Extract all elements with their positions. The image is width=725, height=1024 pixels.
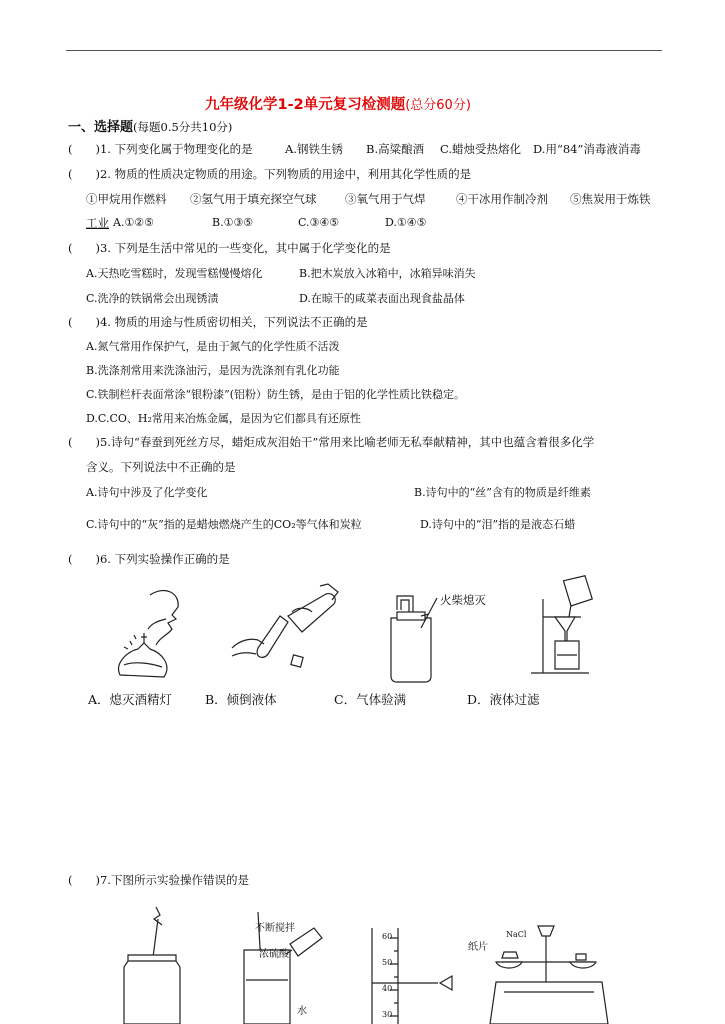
- q5-option-d: D.诗句中的“泪”指的是液态石蜡: [420, 518, 576, 531]
- q4-option-a: A.氮气常用作保护气，是由于氮气的化学性质不活泼: [86, 340, 340, 353]
- q4-option-b: B.洗涤剂常用来洗涤油污，是因为洗涤剂有乳化功能: [86, 364, 340, 377]
- q5-option-b: B.诗句中的“丝”含有的物质是纤维素: [414, 486, 591, 499]
- question-7-stem: ( )7.下图所示实验操作错误的是: [68, 873, 249, 887]
- q2-option-a: A.①②⑤: [113, 216, 155, 229]
- cylinder-tick-50: 50: [382, 958, 393, 967]
- question-1-stem: ( )1. 下列变化属于物理变化的是: [68, 142, 253, 156]
- page-title: 九年级化学1-2单元复习检测题(总分60分): [205, 97, 471, 113]
- question-6-stem: ( )6. 下列实验操作正确的是: [68, 552, 230, 566]
- water-label: 水: [297, 1006, 307, 1017]
- pouring-liquid-figure: [228, 578, 348, 678]
- q2-item-5: ⑤焦炭用于炼铁: [570, 192, 651, 206]
- q1-option-a: A.钢铁生锈: [285, 142, 343, 156]
- cylinder-tick-30: 30: [382, 1010, 393, 1019]
- section-note: (每题0.5分共10分): [133, 120, 233, 134]
- question-5-stem-line2: 含义。下列说法中不正确的是: [86, 460, 236, 474]
- q2-option-d: D.①④⑤: [385, 216, 427, 229]
- q4-option-c: C.铁制栏杆表面常涂“银粉漆”(铝粉）防生锈，是由于铝的化学性质比铁稳定。: [86, 388, 466, 401]
- question-3-stem: ( )3. 下列是生活中常见的一些变化，其中属于化学变化的是: [68, 241, 391, 255]
- question-5-stem: ( )5.诗句“春蚕到死丝方尽，蜡炬成灰泪始干”常用来比喻老师无私奉献精神，其中也蕴含着很多化学: [68, 435, 595, 449]
- q2-item-3: ③氧气用于气焊: [345, 192, 426, 206]
- stir-label: 不断搅拌: [255, 923, 295, 934]
- q5-option-c: C.诗句中的“灰”指的是蜡烛燃烧产生的CO₂等气体和炭粒: [86, 518, 362, 531]
- q6-option-a: A．熄灭酒精灯: [88, 692, 173, 707]
- cylinder-tick-60: 60: [382, 932, 393, 941]
- q5-option-a: A.诗句中涉及了化学变化: [86, 486, 208, 499]
- q3-option-d: D.在晾干的咸菜表面出现食盐晶体: [299, 292, 465, 305]
- q2-item-4: ④干冰用作制冷剂: [456, 192, 548, 206]
- q2-option-c: C.③④⑤: [298, 216, 340, 229]
- q4-option-d: D.C.CO、H₂常用来冶炼金属，是因为它们都具有还原性: [86, 412, 361, 425]
- section-heading: 一、选择题(每题0.5分共10分): [68, 120, 233, 135]
- q3-option-c: C.洗净的铁锅常会出现锈渍: [86, 292, 219, 305]
- q1-option-c: C.蜡烛受热熔化: [440, 142, 522, 156]
- paper-label: 纸片: [468, 942, 488, 953]
- nacl-label: NaCl: [506, 930, 527, 939]
- q6-option-c: C．气体验满: [334, 692, 407, 707]
- q6-option-b: B．倾倒液体: [205, 692, 277, 707]
- total-score: (总分60分): [405, 98, 471, 113]
- question-2-stem: ( )2. 物质的性质决定物质的用途。下列物质的用途中，利用其化学性质的是: [68, 167, 472, 181]
- q2-item-1: ①甲烷用作燃料: [86, 192, 167, 206]
- filtration-figure: [525, 575, 605, 680]
- q3-option-b: B.把木炭放入冰箱中，冰箱异味消失: [299, 267, 476, 280]
- header-rule: [66, 50, 662, 51]
- q3-option-a: A.天热吃雪糕时，发现雪糕慢慢熔化: [86, 267, 263, 280]
- q1-option-b: B.高粱酿酒: [366, 142, 425, 156]
- match-out-label: 火柴熄灭: [440, 593, 486, 607]
- q2-item-5-tail: 工业: [86, 216, 109, 230]
- q6-option-d: D．液体过滤: [467, 692, 540, 707]
- question-4-stem: ( )4. 物质的用途与性质密切相关，下列说法不正确的是: [68, 315, 368, 329]
- cylinder-tick-40: 40: [382, 984, 393, 993]
- jar-burning-figure: [118, 905, 188, 1024]
- q2-option-b: B.①③⑤: [212, 216, 254, 229]
- q2-item-2: ②氢气用于填充探空气球: [190, 192, 317, 206]
- blow-out-lamp-figure: [110, 585, 200, 685]
- acid-label: 浓硫酸: [259, 949, 289, 960]
- q1-option-d: D.用“84”消毒液消毒: [533, 142, 641, 156]
